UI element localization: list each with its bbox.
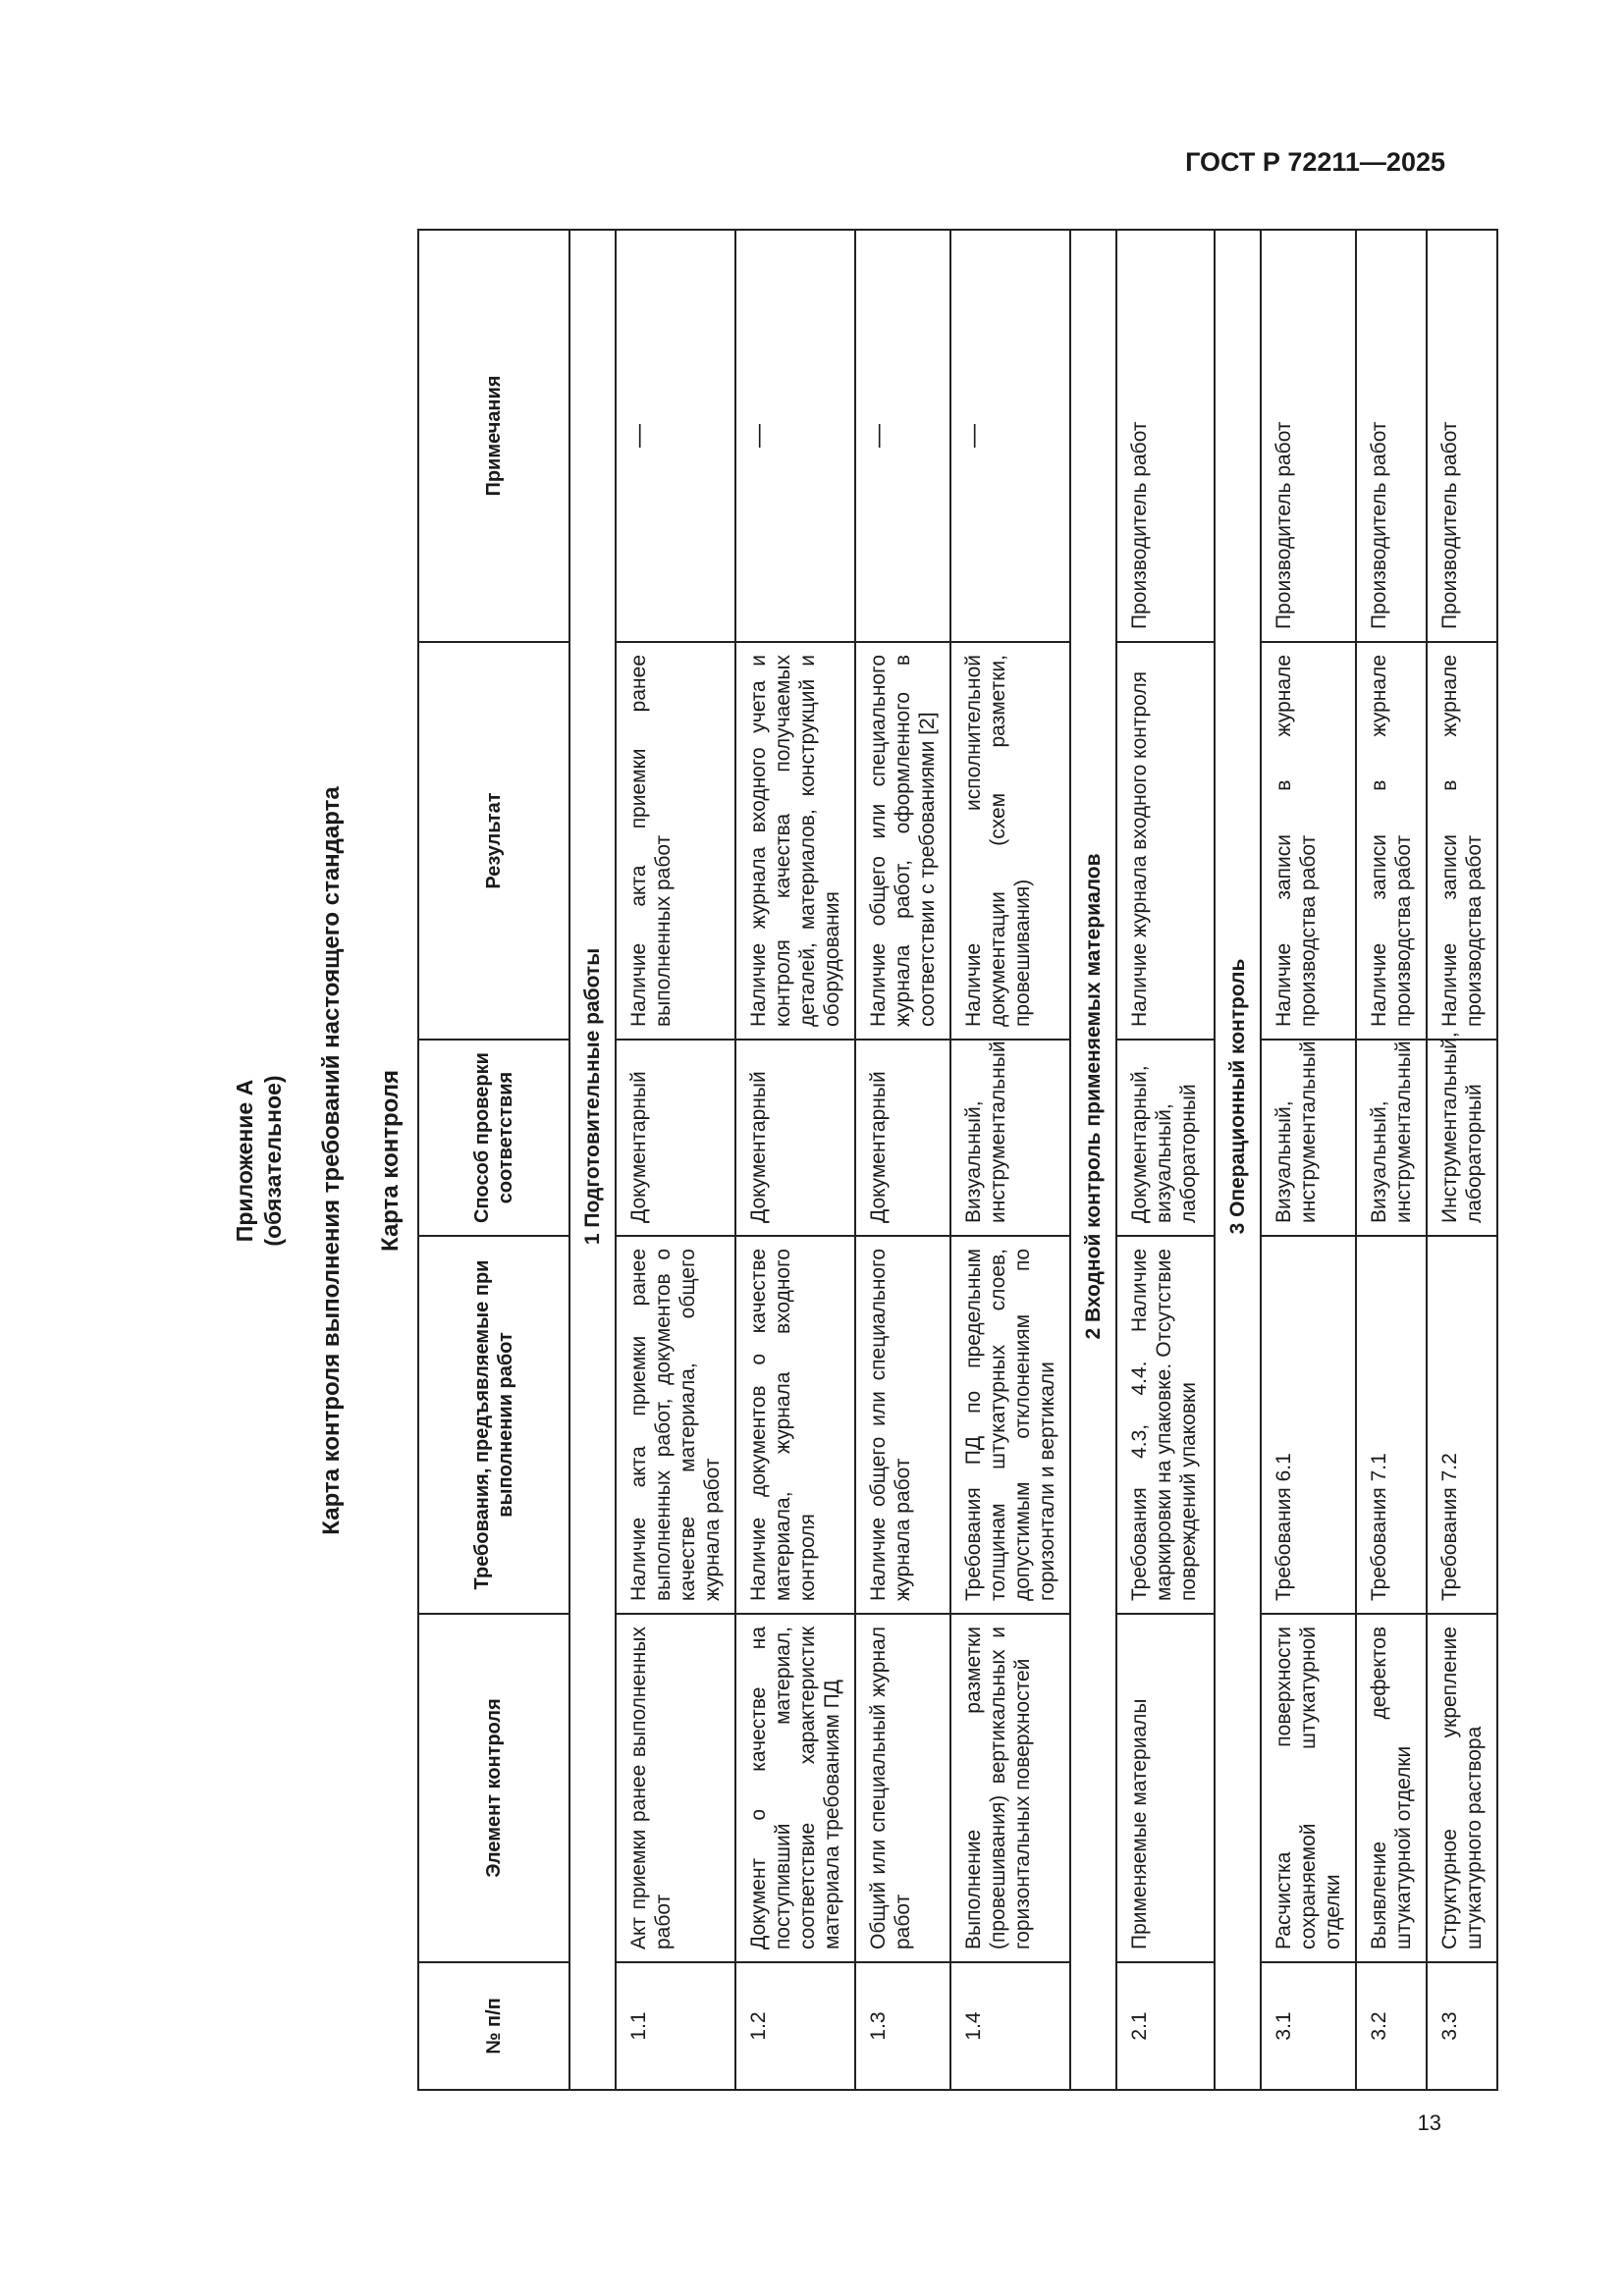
cell-num: 2.1: [1116, 1962, 1215, 2090]
table-row: [1261, 230, 1356, 2090]
cell-method: Визуальный, инструментальный: [1261, 1040, 1356, 1236]
cell-element: Акт приемки ранее выполненных работ: [616, 1614, 735, 1962]
header-element: Элемент контроля: [418, 1614, 569, 1962]
cell-requirements: Наличие документов о качестве материала, журнала входного контроля: [735, 1236, 855, 1614]
document-code: ГОСТ Р 72211—2025: [1185, 147, 1445, 177]
cell-num: 3.1: [1261, 1962, 1356, 2090]
section-row: [569, 230, 616, 2090]
table-header-row: [418, 230, 569, 2090]
section-row: [1215, 230, 1261, 2090]
cell-requirements: Требования 6.1: [1261, 1236, 1356, 1614]
cell-notes: Производитель работ: [1356, 230, 1427, 642]
section-spacer: [1215, 1962, 1261, 2090]
cell-notes: —: [616, 230, 735, 642]
table-row: [735, 230, 855, 2090]
cell-num: 3.3: [1427, 1962, 1497, 2090]
header-method: Способ проверки соответствия: [418, 1040, 569, 1236]
cell-num: 1.2: [735, 1962, 855, 2090]
cell-method: Документарный: [855, 1040, 950, 1236]
cell-notes: —: [735, 230, 855, 642]
appendix-subtitle: (обязательное): [260, 1075, 286, 1247]
cell-num: 1.4: [950, 1962, 1070, 2090]
cell-requirements: Требования 7.2: [1427, 1236, 1497, 1614]
cell-method: Визуальный, инструментальный: [1356, 1040, 1427, 1236]
cell-requirements: Требования 7.1: [1356, 1236, 1427, 1614]
control-map-table: [417, 229, 1498, 2091]
cell-element: Выявление дефектов штукатурной отделки: [1356, 1614, 1427, 1962]
cell-result: Наличие исполнительной документации (схем разметки, провешивания): [950, 642, 1070, 1040]
cell-num: 3.2: [1356, 1962, 1427, 2090]
cell-method: Инструментальный, лабораторный: [1427, 1040, 1497, 1236]
header-notes: Примечания: [418, 230, 569, 642]
cell-method: Документарный: [735, 1040, 855, 1236]
cell-notes: Производитель работ: [1116, 230, 1215, 642]
header-requirements: Требования, предъявляемые при выполнении работ: [418, 1236, 569, 1614]
cell-element: Выполнение разметки (провешивания) вертикальных и горизонтальных поверхностей: [950, 1614, 1070, 1962]
cell-result: Наличие журнала входного контроля: [1116, 642, 1215, 1040]
cell-result: Наличие общего или специального журнала работ, оформленного в соответствии с требованиями [2]: [855, 642, 950, 1040]
appendix-title: Приложение А: [232, 1079, 257, 1243]
section-title: 1 Подготовительные работы: [569, 230, 616, 1962]
cell-notes: —: [855, 230, 950, 642]
section-row: [1070, 230, 1116, 2090]
cell-notes: —: [950, 230, 1070, 642]
cell-notes: Производитель работ: [1427, 230, 1497, 642]
table-row: [950, 230, 1070, 2090]
section-title: 3 Операционный контроль: [1215, 230, 1261, 1962]
cell-method: Визуальный, инструментальный: [950, 1040, 1070, 1236]
cell-element: Общий или специальный журнал работ: [855, 1614, 950, 1962]
cell-requirements: Требования 4.3, 4.4. Наличие маркировки на упаковке. Отсутствие повреждений упаковки: [1116, 1236, 1215, 1614]
table-row: [855, 230, 950, 2090]
table-row: [1356, 230, 1427, 2090]
cell-num: 1.3: [855, 1962, 950, 2090]
page-number: 13: [1417, 2110, 1441, 2135]
section-spacer: [1070, 1962, 1116, 2090]
cell-result: Наличие записи в журнале производства работ: [1427, 642, 1497, 1040]
cell-method: Документарный: [616, 1040, 735, 1236]
cell-method: Документарный, визуальный, лабораторный: [1116, 1040, 1215, 1236]
cell-result: Наличие акта приемки ранее выполненных работ: [616, 642, 735, 1040]
cell-num: 1.1: [616, 1962, 735, 2090]
cell-element: Расчистка поверхности сохраняемой штукатурной отделки: [1261, 1614, 1356, 1962]
table-row: [1427, 230, 1497, 2090]
header-num: № п/п: [418, 1962, 569, 2090]
appendix-heading: [191, 231, 417, 2091]
cell-requirements: Наличие общего или специального журнала работ: [855, 1236, 950, 1614]
table-caption: Карта контроля: [377, 1070, 404, 1252]
cell-result: Наличие журнала входного учета и контроля качества получаемых деталей, материалов, конструкций и оборудования: [735, 642, 855, 1040]
cell-element: Применяемые материалы: [1116, 1614, 1215, 1962]
cell-element: Структурное укрепление штукатурного раствора: [1427, 1614, 1497, 1962]
rotated-content: [191, 231, 1486, 2091]
section-spacer: [569, 1962, 616, 2090]
header-result: Результат: [418, 642, 569, 1040]
table-row: [616, 230, 735, 2090]
cell-notes: Производитель работ: [1261, 230, 1356, 642]
cell-result: Наличие записи в журнале производства работ: [1356, 642, 1427, 1040]
cell-result: Наличие записи в журнале производства работ: [1261, 642, 1356, 1040]
table-row: [1116, 230, 1215, 2090]
cell-element: Документ о качестве на поступивший материал, соответствие характеристик материала требованиям ПД: [735, 1614, 855, 1962]
section-title: 2 Входной контроль применяемых материалов: [1070, 230, 1116, 1962]
page-title: Карта контроля выполнения требований настоящего стандарта: [318, 786, 345, 1535]
cell-requirements: Наличие акта приемки ранее выполненных работ, документов о качестве материала, общего журнала работ: [616, 1236, 735, 1614]
cell-requirements: Требования ПД по предельным толщинам штукатурных слоев, допустимым отклонениям по горизонтали и вертикали: [950, 1236, 1070, 1614]
